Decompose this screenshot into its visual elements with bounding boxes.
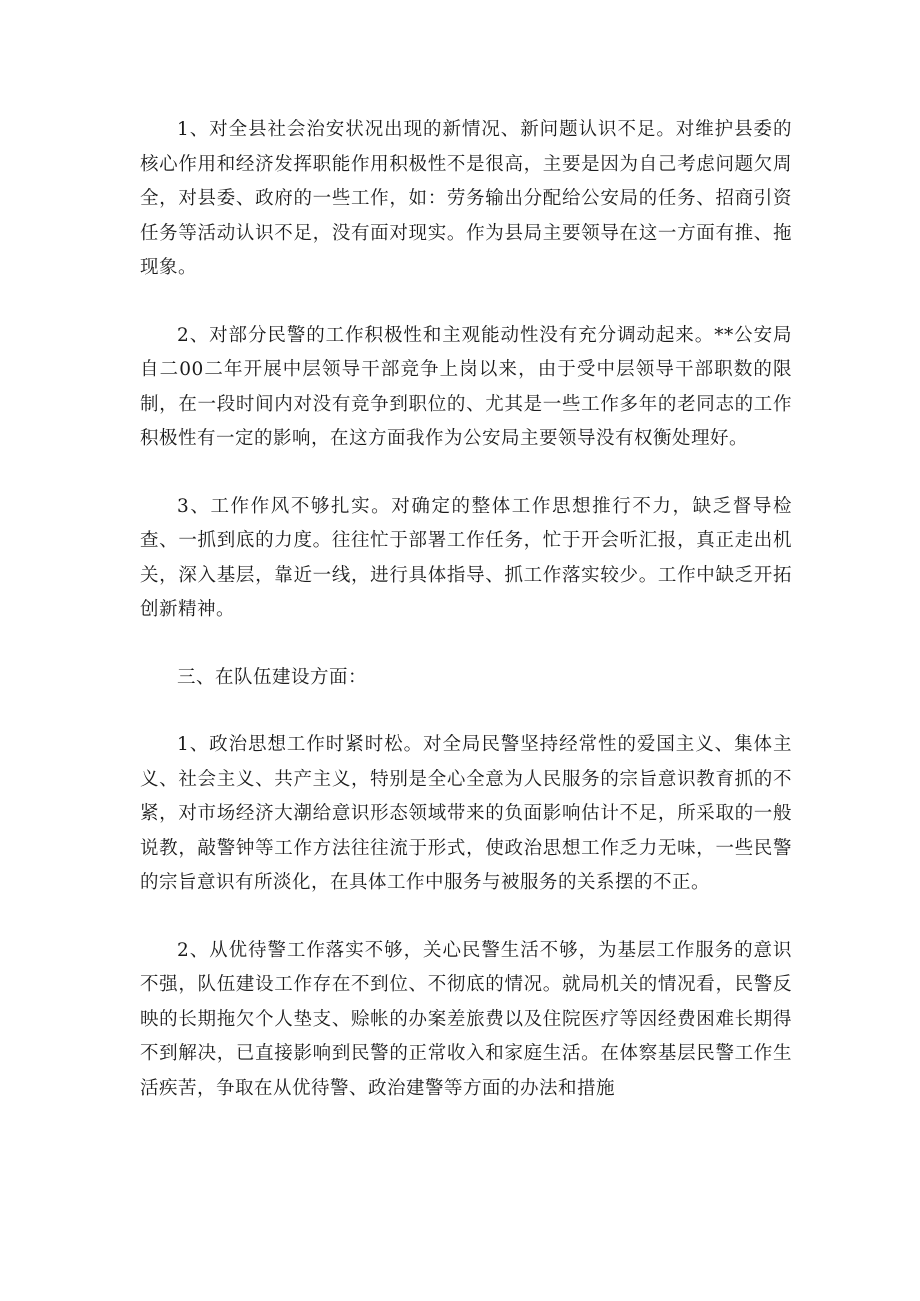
section-heading: 三、在队伍建设方面： bbox=[177, 666, 368, 688]
document-body bbox=[140, 113, 792, 1139]
paragraph-3: 3、工作作风不够扎实。对确定的整体工作思想推行不力，缺乏督导检查、一抓到底的力度。往往忙于部署工作任务，忙于开会听汇报，真正走出机关，深入基层，靠近一线，进行具体指导、抓工作落实较少。工作中缺乏开拓创新精神。 bbox=[140, 495, 792, 620]
paragraph-5: 2、从优待警工作落实不够，关心民警生活不够，为基层工作服务的意识不强，队伍建设工作存在不到位、不彻底的情况。就局机关的情况看，民警反映的长期拖欠个人垫支、赊帐的办案差旅费以及住院医疗等因经费困难长期得不到解决，已直接影响到民警的正常收入和家庭生活。在体察基层民警工作生活疾苦，争取在从优待警、政治建警等方面的办法和措施 bbox=[140, 939, 792, 1099]
paragraph-4: 1、政治思想工作时紧时松。对全局民警坚持经常性的爱国主义、集体主义、社会主义、共产主义，特别是全心全意为人民服务的宗旨意识教育抓的不紧，对市场经济大潮给意识形态领域带来的负面影响估计不足，所采取的一般说教，敲警钟等工作方法往往流于形式，使政治思想工作乏力无味，一些民警的宗旨意识有所淡化，在具体工作中服务与被服务的关系摆的不正。 bbox=[140, 734, 792, 893]
paragraph-2: 2、对部分民警的工作积极性和主观能动性没有充分调动起来。**公安局自二00二年开展中层领导干部竞争上岗以来，由于受中层领导干部职数的限制，在一段时间内对没有竞争到职位的、尤其是一些工作多年的老同志的工作积极性有一定的影响，在这方面我作为公安局主要领导没有权衡处理好。 bbox=[140, 324, 792, 449]
paragraph-1: 1、对全县社会治安状况出现的新情况、新问题认识不足。对维护县委的核心作用和经济发挥职能作用积极性不是很高，主要是因为自己考虑问题欠周全，对县委、政府的一些工作，如：劳务输出分配给公安局的任务、招商引资任务等活动认识不足，没有面对现实。作为县局主要领导在这一方面有推、拖现象。 bbox=[140, 119, 792, 278]
